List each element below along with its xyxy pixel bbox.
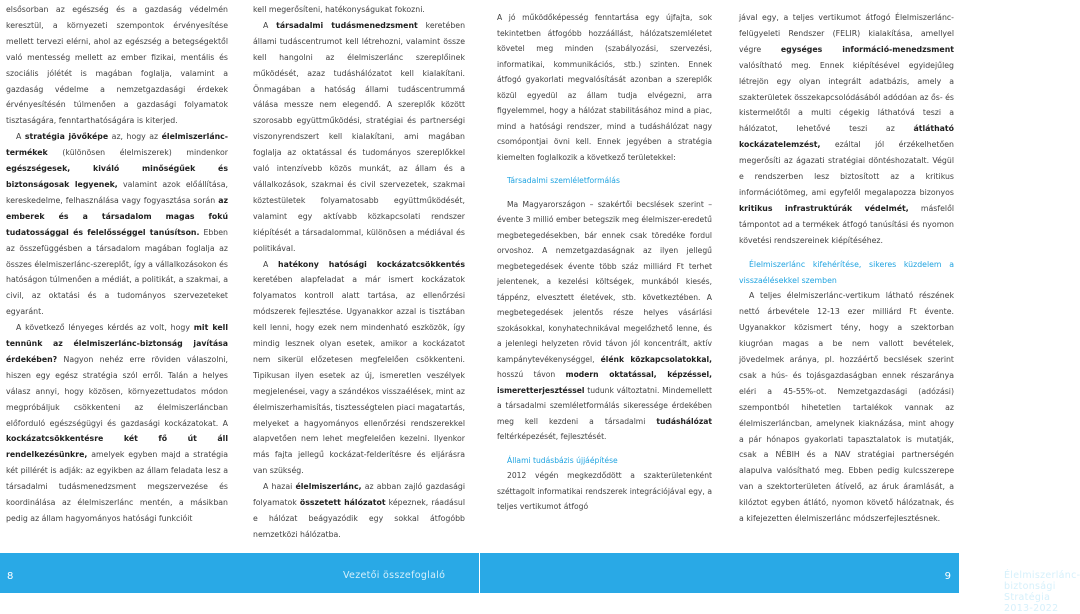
section-heading [739,257,954,289]
paragraph [497,10,712,165]
text-run: 2012 végén megkezdődött a szakterületenként széttagolt informatikai rendszerek integrációjával egy, a teljes vertikumot átfogó [497,471,712,511]
bold-run: hatékony hatósági kockázatcsökkentés [278,259,465,269]
text-column-3 [497,2,712,515]
paragraph [253,257,465,480]
footer-title-left: Vezetői összefoglaló [343,570,446,581]
text-column-2 [253,2,465,543]
bold-run: stratégia jövőképe [24,132,109,142]
footer-band-right [480,553,1080,614]
text-run: tudunk változtatni. Mindemellett a társadalmi szemléletformálás sikeressége érdekében meg kell kezdeni a társadalmi [497,385,712,426]
bold-run: egységes információ-menedzsment [780,44,954,54]
text-run: kell megerősíteni, hatékonyságukat fokozni. [253,5,425,14]
section-heading [497,453,712,469]
text-run: másfelől támpontot ad a termékek átfogó tanúsítási és nyomon követési rendszereinek kiépítéséhez. [739,203,955,245]
text-run: az abban zajló gazdasági folyamatok [253,482,466,508]
text-run: elsősorban az egészség és a gazdaság védelmén keresztül, a környezeti szempontok érvényesítése mellett tervezi elérni, ahol az egészség a betegségektől való mentesség mellett az ember fizikai, mentális és szociális jólétét is magában foglalja, valamint a gazdaság védelme a nemzetgazdasági érdekek érvényesítésén túlmenően a gazdasági folyamatok tisztaságára, fenntarthatóságára is kiterjed. [6,5,228,126]
text-run: jával egy, a teljes vertikumot átfogó Élelmiszerlánc-felügyeleti Rendszer (FELIR) kialakítása, amellyel végre [739,13,954,54]
paragraph [253,2,465,18]
text-run: valamint azok előállítása, kereskedelme, felhasználása vagy fogyasztása során [6,179,228,205]
page-footer [0,553,1080,614]
bold-run: élénk közkapcsolatokkal, [600,354,712,364]
text-run: az, hogy az [108,132,162,142]
text-run: A következő lényeges kérdés az volt, hogy [16,323,194,333]
paragraph [739,10,954,249]
paragraph [497,468,712,515]
text-run: A [263,259,279,269]
paragraph [6,2,228,129]
paragraph [739,288,954,527]
bold-run: kockázatcsökkentésre két fő út áll rendelkezésünkre, [6,434,228,460]
bold-run: összetett hálózatot [299,498,386,508]
bold-run: kritikus infrastruktúrák védelmét, [739,203,909,213]
bold-run: mit kell tennünk az élelmiszerlánc-biztonság javítása érdekében? [6,323,228,364]
bold-run: társadalmi tudásmenedzsment [276,20,418,30]
text-run: feltérképezését, fejlesztését. [497,432,607,441]
heading-text: Állami tudásbázis újjáépítése [507,455,618,465]
text-run: A teljes élelmiszerlánc-vertikum látható részének nettó árbevétele 12-13 ezer milliárd Ft évente. Ugyanakkor közismert tény, hogy a szektorban kiugróan magas a be nem vallott bevételek, jövedelmek aránya, pl. hozzáértő becslések szerint csak a hús- és tojásgazdaságban ennek részaránya eléri a 45-55%-ot. Nemzetgazdasági (adózási) szempontból hihetetlen tartalékok vannak az élelmiszerláncban, amelynek kiaknázása, mint ahogy a pár hónapos gyakorlati tapasztalatok is mutatják, csak a NÉBIH és a NAV stratégiai partnerségén alapulva valósítható meg. Ebben pedig kulcsszerepe van a szektorterületen átívelő, az áruk áramlását, a kilóztot egyben átlátó, nyomon követő hálózatnak, és a kifejezetten élelmiszerlánc módszerfejlesztésnek. [739,291,954,524]
text-run: A [263,20,277,30]
text-run: ezáltal jól érzékelhetően megerősíti az ágazati stratégiai döntéshozatalt. Végül e rendszerben lesz biztosított az a kritikus információtömeg, ami egyfelől megalapozza bizonyos [739,140,954,197]
bold-run: átlátható kockázatelemzést, [739,124,954,150]
bold-run: modern oktatással, képzéssel, ismeretterjesztéssel [497,370,712,395]
text-run: valósítható meg. Ennek kiépítésével egyidejűleg létrejön egy olyan integrált adatbázis, amely a szakterületek összekapcsolódásából adódóan az ős- és kistermelőtől a multi cégekig láthatóvá teszi a hálózatot, lehetővé teszi az [739,60,954,134]
bold-run: élelmiszerlánc, [295,482,362,492]
text-run: Nagyon nehéz erre röviden válaszolni, hiszen egy egész stratégia szól erről. Talán a helyes válasz annyi, hogy közösen, környezettudatos módon megpróbáljuk csökkenteni az élelmiszerláncban előforduló egészségügyi és gazdasági kockázatokat. A [6,354,228,428]
bold-run: élelmiszerlánc-termékek [6,132,228,158]
text-run: A jó működőképesség fenntartása egy újfajta, sok tekintetben átfogóbb hozzáállást, hálózatszemléletet követel meg minden (szabályozási, szervezési, informatikai, kommunikációs, stb.) szinten. Ennek átfogó gyakorlati megvalósítását azonban a szereplők közül egyedül az állam tudja elvégezni, arra figyelemmel, hogy a hálózat stabilitásához mind a piac, mind a hatósági rendszer, mind a tudáshálózat nagy csomópontjai övni kell. Ennek jegyében a stratégia kiemelten foglalkozik a következő területekkel: [497,13,712,162]
paragraph [497,197,712,445]
heading-text: Társadalmi szemléletformálás [507,176,620,185]
text-run: keretében alapfeladat a már ismert kockázatok folyamatos kontroll alatt tartása, az ellenőrzési módszerek fejlesztése. Ugyanakkor azzal is tisztában kell lenni, hogy ezek nem mindenható eszközök, így mindig lesznek olyan esetek, amikor a kockázatot nem sikerül előzetesen megfelelően csökkenteni. Tipikusan ilyen esetek az új, ismeretlen veszélyek megjelenései, vagy a szándékos visszaélések, mint az élelmiszerhamisítás, tisztességtelen piaci magatartás, melyeket a hagyományos ellenőrzési rendszerekkel alapvetően nem lehet megfelelően kezelni. Ilyenkor más fajta jellegű kockázat-felderítésre és eljárásra van szükség. [253,275,465,476]
text-run: A hazai [263,482,296,492]
text-run: képeznek, ráadásul e hálózat beágyazódik egy sokkal átfogóbb nemzetközi hálózatba. [253,498,465,539]
page-number-left: 8 [7,571,14,582]
text-run: (különösen élelmiszerek) mindenkor [47,148,228,158]
text-column-1 [6,2,228,527]
bold-run: egészségesek, kiváló minőségűek és biztonságosak legyenek, [6,164,228,189]
paragraph [253,479,465,543]
page-number-right: 9 [944,571,951,582]
text-column-4 [739,2,954,527]
text-run: hosszú távon [497,370,566,379]
text-run: keretében állami tudáscentrumot kell létrehozni, valamint össze kell hangolni az élelmiszerlánc szereplőinek működését, azaz tudáshálózatot kell kialakítani. Önmagában a hatóság állami tudáscentrummá válása messze nem elegendő. A szereplők között szorosabb együttműködési, stratégiai és partnerségi viszonyrendszert kell kialakítani, ami magában foglalja az oktatással és tudományos szereplőkkel való intenzívebb közös munkát, az állam és a vállalkozások, szakmai és civil szervezetek, szakmai köztestületek folyamatosabb együttműködését, valamint egy aktívabb közkapcsolati rendszer kiépítését a társadalommal, különösen a médiával és politikával. [253,20,466,253]
bold-run: tudáshálózat [656,416,712,426]
paragraph [6,320,228,527]
heading-text: Élelmiszerlánc kifehérítése, sikeres küzdelem a visszaélésekkel szemben [739,259,954,285]
paragraph [6,129,228,320]
text-run: amelyek egyben majd a stratégia két pillérét is adják: az egyikben az állam feladata lesz a társadalmi tudásmenedzsment megszervezése és koordinálása az élelmiszerlánc mentén, a másikban pedig az állam hagyományos hatósági funkcióit [6,450,228,523]
section-heading [497,173,712,189]
footer-title-right: Élelmiszerlánc-biztonsági Stratégia 2013-2022 [1004,570,1080,614]
text-run: Ebben az összefüggésben a társadalom magában foglalja az összes élelmiszerlánc-szereplőt, így a vállalkozásokon és hatóságon túlmenően a médiát, a politikát, a szakmai, a civil, az oktatási és a tudományos szervezeteket egyaránt. [6,227,229,317]
bold-run: az emberek és a társadalom magas fokú tudatossággal és felelősséggel tanúsítson. [6,195,228,237]
paragraph [253,18,465,257]
text-run: Ma Magyarországon – szakértői becslések szerint – évente 3 millió ember betegszik meg élelmiszer-eredetű megbetegedésekben, bár ennek csak töredéke fordul orvoshoz. A nemzetgazdaságnak az ilyen jellegű megbetegedések évente több száz milliárd Ft terhet jelentenek, a kezelési költségek, munkából kiesés, táppénz, elvesztett életévek, stb. következtében. A megbetegedések jelentős része helyes vásárlási szokásokkal, konyhatechnikával megelőzhető lenne, és a jelenlegi helyzeten rövid távon jól koncentrált, aktív kampánytevékenységgel, [497,199,712,364]
text-run: A [16,132,25,142]
footer-band-left [0,553,479,593]
